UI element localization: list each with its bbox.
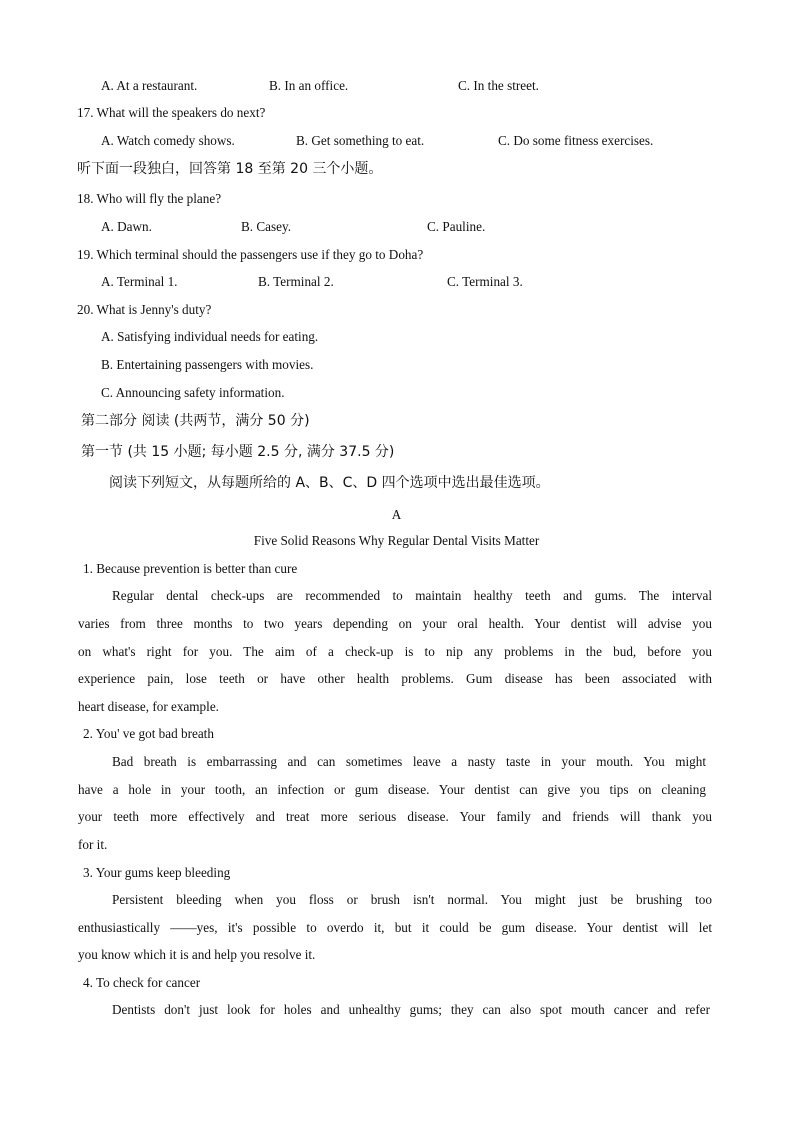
q17-option-a: A. Watch comedy shows.: [101, 133, 235, 148]
q18-option-c: C. Pauline.: [427, 219, 486, 234]
paragraph-line: heart disease, for example.: [78, 699, 219, 714]
section-heading: 1. Because prevention is better than cure: [83, 561, 298, 576]
part2-title: 第二部分 阅读 (共两节，满分 50 分): [81, 413, 310, 429]
paragraph-line: enthusiastically ——yes, it's possible to overdo it, but it could be gum disease. Your dentist will let: [78, 920, 712, 935]
paragraph-line: Dentists don't just look for holes and unhealthy gums; they can also spot mouth cancer and refer: [112, 1002, 710, 1017]
section-heading: 2. You' ve got bad breath: [83, 726, 214, 741]
q16-option-c: C. In the street.: [458, 78, 539, 93]
q20-question: 20. What is Jenny's duty?: [77, 302, 212, 317]
passage-label: A: [391, 507, 402, 522]
q18-option-b: B. Casey.: [241, 219, 292, 234]
q17-question: 17. What will the speakers do next?: [77, 105, 266, 120]
passage-title: Five Solid Reasons Why Regular Dental Visits Matter: [253, 533, 540, 548]
monologue-instruction: 听下面一段独白，回答第 18 至第 20 三个小题。: [77, 161, 383, 177]
paragraph-line: Regular dental check-ups are recommended to maintain healthy teeth and gums. The interval: [112, 588, 712, 603]
paragraph-line: on what's right for you. The aim of a check-up is to nip any problems in the bud, before you: [78, 644, 712, 659]
q20-option-b: B. Entertaining passengers with movies.: [101, 357, 314, 372]
paragraph-line: varies from three months to two years depending on your oral health. Your dentist will advise you: [78, 616, 712, 631]
section-heading: 3. Your gums keep bleeding: [83, 865, 231, 880]
q19-option-a: A. Terminal 1.: [101, 274, 178, 289]
q17-option-c: C. Do some fitness exercises.: [498, 133, 654, 148]
q17-option-b: B. Get something to eat.: [296, 133, 425, 148]
q16-option-a: A. At a restaurant.: [101, 78, 198, 93]
q20-option-c: C. Announcing safety information.: [101, 385, 285, 400]
section-heading: 4. To check for cancer: [83, 975, 201, 990]
paragraph-line: Bad breath is embarrassing and can sometimes leave a nasty taste in your mouth. You might: [112, 754, 706, 769]
paragraph-line: have a hole in your tooth, an infection or gum disease. Your dentist can give you tips on cleaning: [78, 782, 706, 797]
q20-option-a: A. Satisfying individual needs for eating.: [101, 329, 319, 344]
part2-section1: 第一节 (共 15 小题; 每小题 2.5 分, 满分 37.5 分): [81, 444, 395, 460]
q16-option-b: B. In an office.: [269, 78, 349, 93]
q18-option-a: A. Dawn.: [101, 219, 152, 234]
q18-question: 18. Who will fly the plane?: [77, 191, 222, 206]
paragraph-line: experience pain, lose teeth or have other health problems. Gum disease has been associated with: [78, 671, 712, 686]
q19-question: 19. Which terminal should the passengers use if they go to Doha?: [77, 247, 424, 262]
q19-option-b: B. Terminal 2.: [258, 274, 334, 289]
part2-instruction: 阅读下列短文，从每题所给的 A、B、C、D 四个选项中选出最佳选项。: [109, 475, 550, 491]
paragraph-line: Persistent bleeding when you floss or brush isn't normal. You might just be brushing too: [112, 892, 712, 907]
paragraph-line: you know which it is and help you resolve it.: [78, 947, 316, 962]
q19-option-c: C. Terminal 3.: [447, 274, 523, 289]
paragraph-line: your teeth more effectively and treat more serious disease. Your family and friends will thank you: [78, 809, 712, 824]
paragraph-line: for it.: [78, 837, 108, 852]
